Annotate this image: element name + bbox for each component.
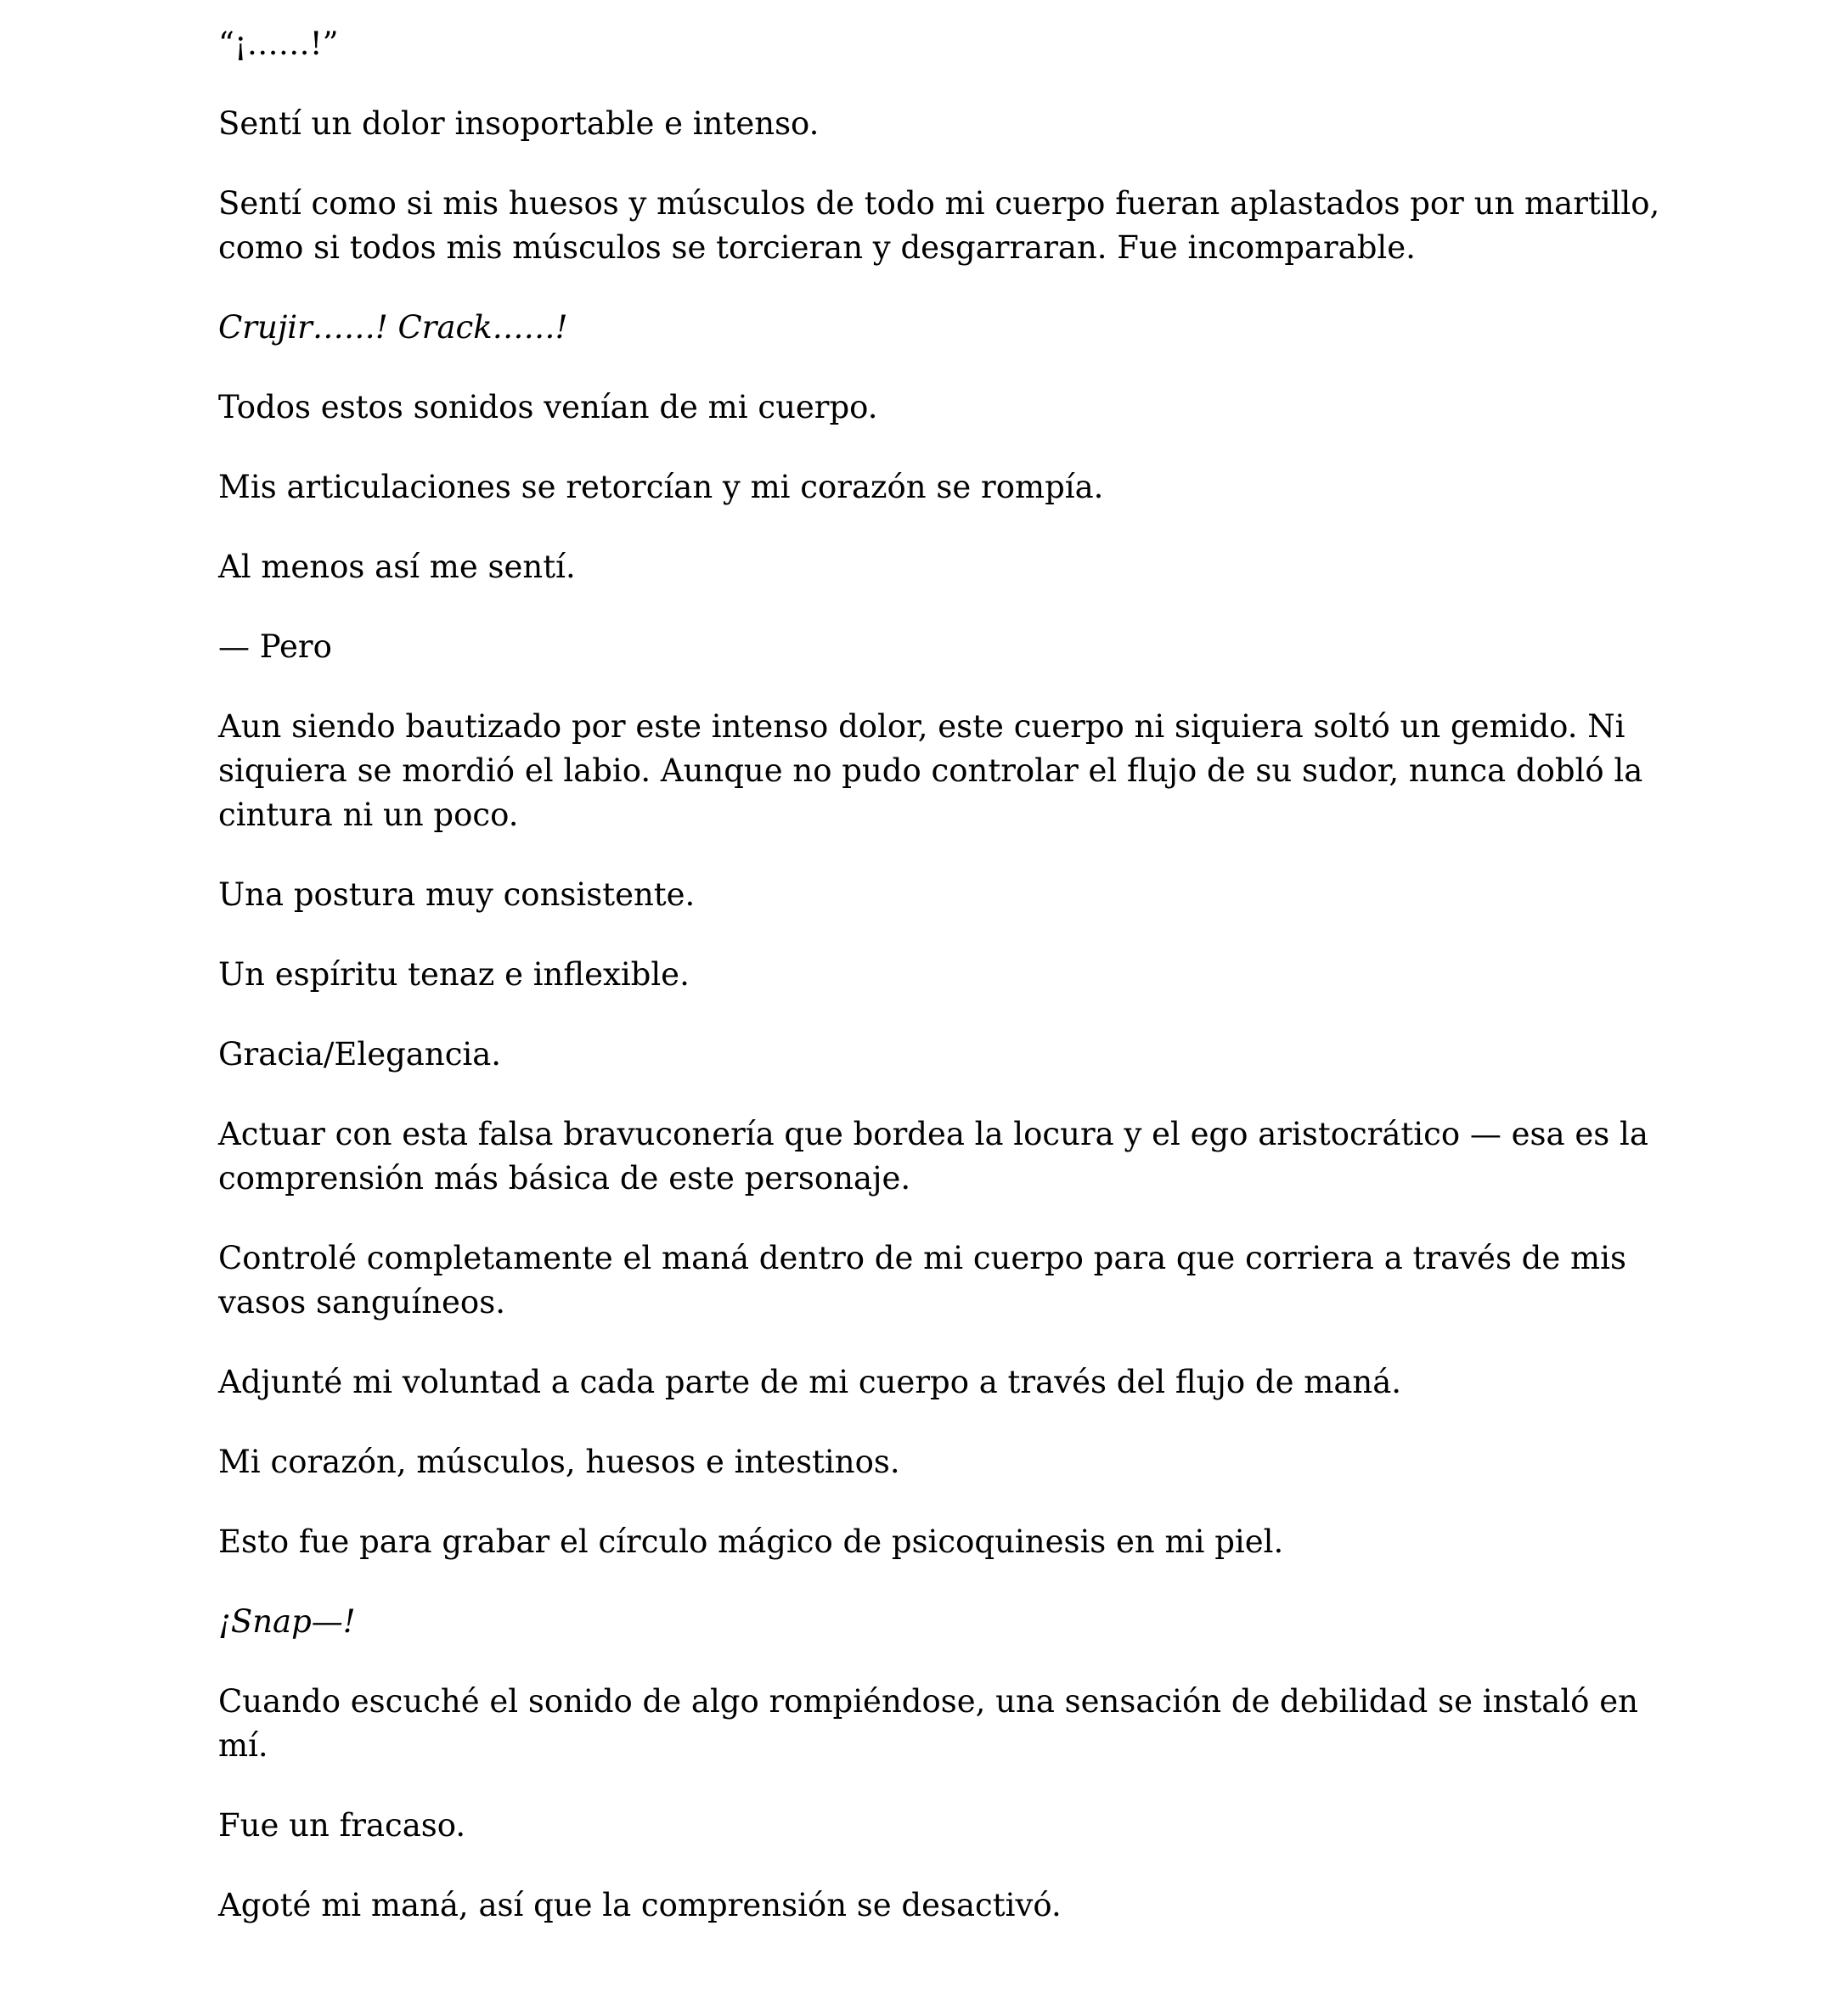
paragraph-italic: Crujir……! Crack……! [218, 309, 568, 346]
paragraph: Cuando escuché el sonido de algo rompiéndose, una sensación de debilidad se instaló en mí. [218, 1683, 1638, 1764]
paragraph: Agoté mi maná, así que la comprensión se desactivó. [218, 1887, 1062, 1923]
paragraph: Una postura muy consistente. [218, 876, 696, 913]
paragraph: Gracia/Elegancia. [218, 1036, 502, 1073]
paragraph: Todos estos sonidos venían de mi cuerpo. [218, 389, 878, 425]
paragraph: Sentí un dolor insoportable e intenso. [218, 105, 820, 142]
paragraph: Adjunté mi voluntad a cada parte de mi cuerpo a través del flujo de maná. [218, 1364, 1402, 1400]
paragraph: Aun siendo bautizado por este intenso dolor, este cuerpo ni siquiera soltó un gemido. Ni siquiera se mordió el labio. Aunque no pudo controlar el flujo de su sudor, nunca dobló la cintura ni un poco. [218, 708, 1643, 833]
paragraph: “¡……!” [218, 25, 339, 62]
paragraph: Actuar con esta falsa bravuconería que bordea la locura y el ego aristocrático — esa es la comprensión más básica de este personaje. [218, 1116, 1648, 1197]
paragraph: — Pero [218, 628, 332, 665]
paragraph: Un espíritu tenaz e inflexible. [218, 956, 690, 993]
paragraph: Mi corazón, músculos, huesos e intestinos. [218, 1444, 900, 1480]
paragraph: Esto fue para grabar el círculo mágico de psicoquinesis en mi piel. [218, 1523, 1284, 1560]
document-body [218, 22, 1679, 1963]
paragraph-italic: ¡Snap—! [218, 1603, 356, 1640]
paragraph: Sentí como si mis huesos y músculos de todo mi cuerpo fueran aplastados por un martillo, como si todos mis músculos se torcieran y desgarraran. Fue incomparable. [218, 185, 1660, 266]
paragraph: Al menos así me sentí. [218, 549, 576, 585]
paragraph: Mis articulaciones se retorcían y mi corazón se rompía. [218, 469, 1104, 505]
paragraph: Controlé completamente el maná dentro de mi cuerpo para que corriera a través de mis vasos sanguíneos. [218, 1240, 1626, 1320]
paragraph: Fue un fracaso. [218, 1807, 466, 1844]
